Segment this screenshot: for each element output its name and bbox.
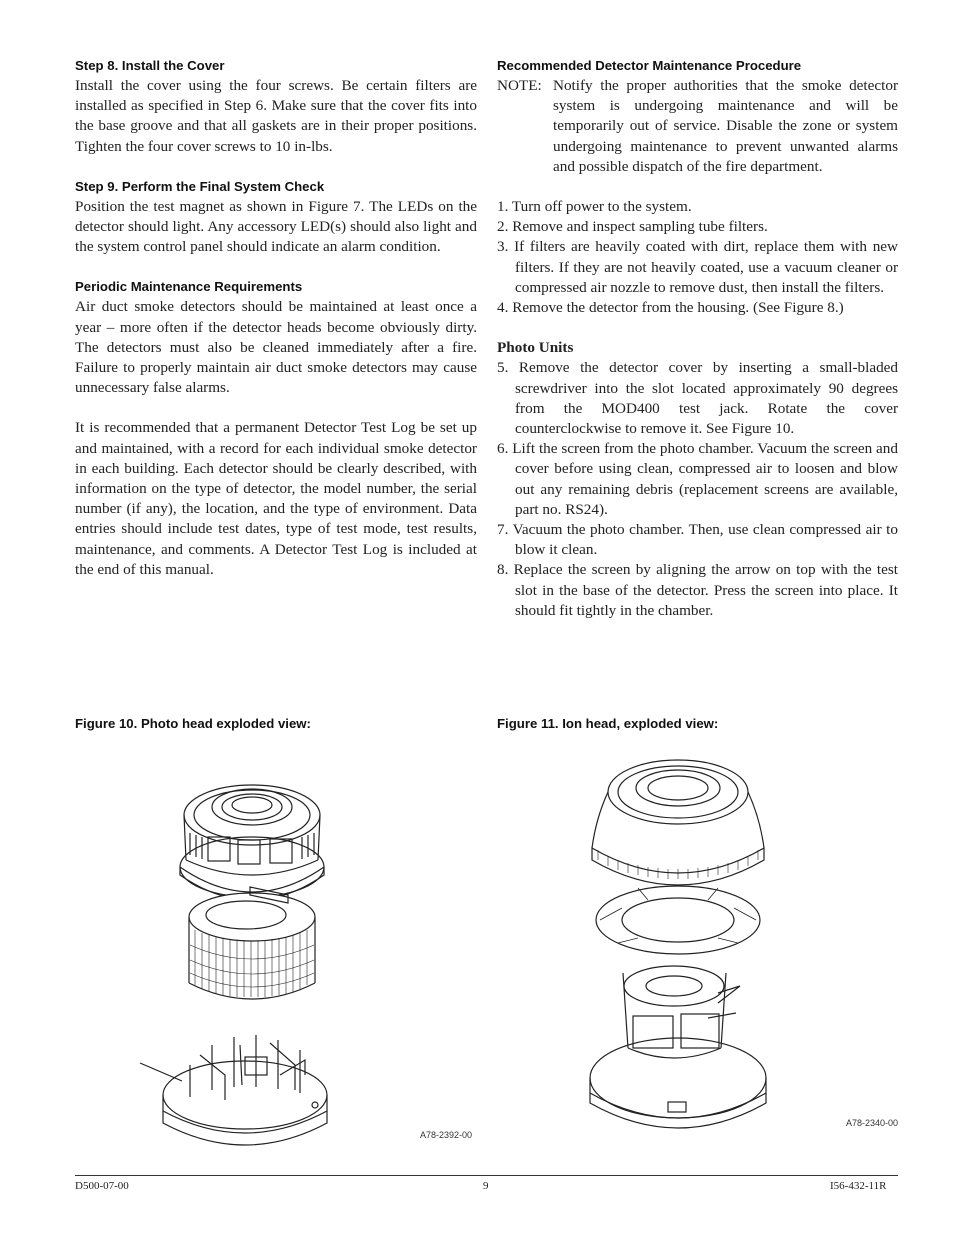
photo-chamber-base-part: [140, 1035, 327, 1145]
procedure-steps: [497, 197, 898, 318]
list-item: 4. Remove the detector from the housing. (See Figure 8.): [497, 299, 844, 317]
periodic-maintenance-body-2: It is recommended that a permanent Detector Test Log be set up and maintained, with a record for each individual smoke detector in each building. Each detector should be clearly described, with information on the type of detector, the model number, the serial number (if any), the location, and the type of environment. Data entries should include test dates, type of test mode, test results, maintenance, and comments. A Detector Test Log is included at the end of this manual.: [75, 419, 477, 578]
right-column: [497, 56, 898, 621]
periodic-maintenance-heading: Periodic Maintenance Requirements: [75, 279, 303, 295]
photo-screen-part: [189, 887, 315, 999]
photo-units-heading: Photo Units: [497, 339, 574, 357]
photo-unit-steps: [497, 358, 898, 621]
note-label: NOTE:: [497, 77, 542, 94]
figure-11-caption: Figure 11. Ion head, exploded view:: [497, 716, 719, 731]
figure-10-caption: Figure 10. Photo head exploded view:: [75, 716, 311, 731]
note-text: Notify the proper authorities that the smoke detector system is undergoing maintenance and will be temporarily out of service. Disable the zone or system undergoing maintenance to prevent unwanted alarms and possible dispatch of the fire department.: [553, 77, 898, 175]
footer-divider: [75, 1175, 898, 1176]
periodic-maintenance-body-1: Air duct smoke detectors should be maintained at least once a year – more often if the detector heads become obviously dirty. The detectors must also be cleaned immediately after a fire. Failure to properly maintain air duct smoke detectors may cause unnecessary false alarms.: [75, 298, 477, 397]
list-item: 3. If filters are heavily coated with dirt, replace them with new filters. If they are not heavily coated, use a vacuum cleaner or compressed air nozzle to remove dust, then install the filters.: [497, 238, 898, 296]
ion-screen-part: [596, 886, 760, 954]
photo-cover-part: [180, 785, 324, 900]
step8-heading: Step 8. Install the Cover: [75, 58, 225, 73]
list-item: 2. Remove and inspect sampling tube filters.: [497, 218, 768, 236]
list-item: 6. Lift the screen from the photo chamber. Vacuum the screen and cover before using clean, compressed air to loosen and blow out any remaining debris (replacement screens are available, part no. RS24).: [497, 440, 898, 518]
note-block: [497, 76, 898, 177]
ion-chamber-base-part: [590, 966, 766, 1128]
footer-left-code: D500-07-00: [75, 1180, 129, 1192]
figure-10-code: A78-2392-00: [420, 1130, 473, 1140]
footer-right-code: I56-432-11R: [830, 1180, 887, 1192]
step8-body: Install the cover using the four screws. Be certain filters are installed as specified in Step 6. Make sure that the cover fits into the base groove and that all gaskets are in their proper positions. Tighten the four cover screws to 10 in-lbs.: [75, 77, 477, 155]
ion-cover-part: [592, 760, 764, 885]
list-item: 5. Remove the detector cover by inserting a small-bladed screwdriver into the slot located approximately 90 degrees from the MOD400 test jack. Rotate the cover counterclockwise to remove it. See Figure 10.: [497, 359, 898, 438]
step9-heading: Step 9. Perform the Final System Check: [75, 178, 325, 194]
photo-head-exploded-illustration: [130, 745, 490, 1165]
ion-head-exploded-illustration: [578, 748, 778, 1158]
left-column: [75, 56, 477, 580]
page-number: 9: [483, 1180, 489, 1192]
figure-11-code: A78-2340-00: [846, 1118, 899, 1128]
list-item: 1. Turn off power to the system.: [497, 198, 692, 216]
list-item: 7. Vacuum the photo chamber. Then, use clean compressed air to blow it clean.: [497, 521, 898, 559]
list-item: 8. Replace the screen by aligning the arrow on top with the test slot in the base of the detector. Press the screen into place. It should fit tightly in the chamber.: [497, 561, 898, 619]
maintenance-procedure-heading: Recommended Detector Maintenance Procedure: [497, 58, 802, 73]
step9-body: Position the test magnet as shown in Figure 7. The LEDs on the detector should light. Any accessory LED(s) should also light and the system control panel should indicate an alarm condition.: [75, 197, 477, 256]
